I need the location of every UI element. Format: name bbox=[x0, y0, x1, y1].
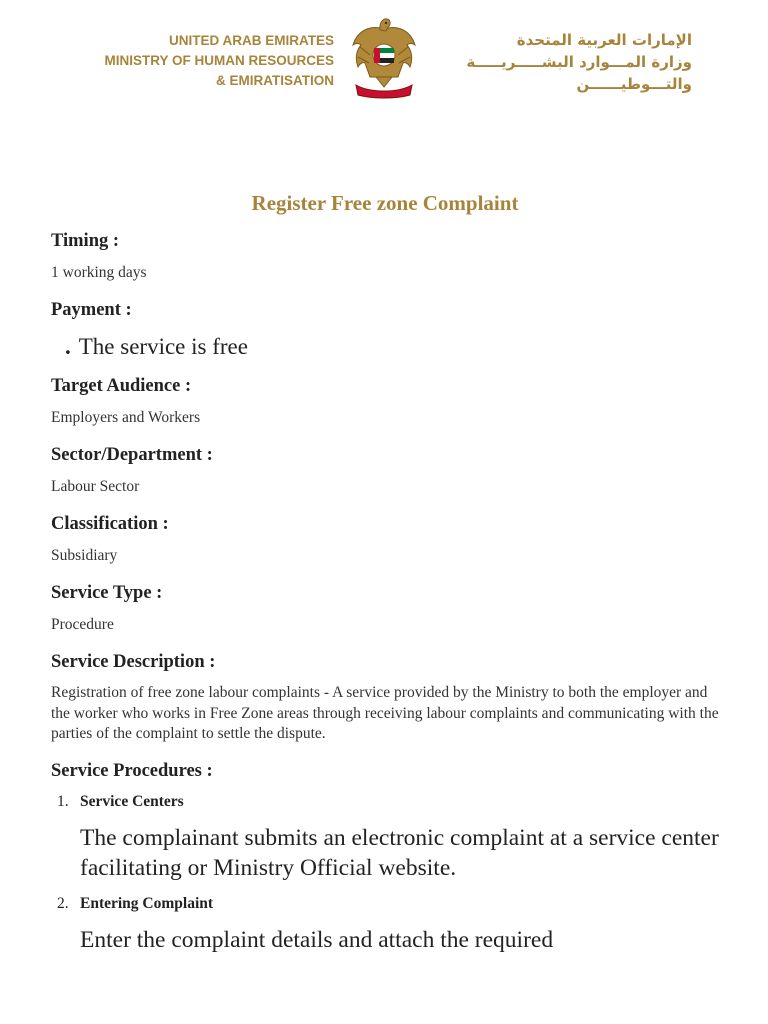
service-type-value: Procedure bbox=[51, 616, 114, 633]
procedure-number: 1. bbox=[57, 792, 69, 810]
procedure-title: Service Centers bbox=[80, 792, 184, 810]
procedure-number: 2. bbox=[57, 894, 69, 912]
procedure-title: Entering Complaint bbox=[80, 894, 214, 912]
classification-value: Subsidiary bbox=[51, 547, 118, 564]
ministry-name-arabic bbox=[432, 29, 692, 95]
service-details bbox=[51, 229, 721, 955]
payment-label: Payment : bbox=[51, 300, 132, 320]
service-type-label: Service Type : bbox=[51, 583, 163, 603]
ministry-name-english bbox=[14, 31, 334, 91]
payment-value: The service is free bbox=[78, 334, 248, 359]
header-line-3: & EMIRATISATION bbox=[216, 73, 334, 88]
uae-emblem-icon bbox=[350, 15, 418, 99]
service-procedures-label: Service Procedures : bbox=[51, 760, 213, 781]
sector-label: Sector/Department : bbox=[51, 445, 213, 465]
procedure-item bbox=[57, 895, 721, 913]
header-ar-line-2: وزارة المـــوارد البشـــــريـــــة bbox=[466, 53, 692, 71]
procedure-text: Enter the complaint details and attach the required bbox=[80, 926, 554, 953]
target-audience-label: Target Audience : bbox=[51, 376, 192, 396]
service-description-value: Registration of free zone labour complaints - A service provided by the Ministry to both the employer and the worker who works in Free Zone areas through receiving labour complaints and communicating with the parties of the complaint to settle the dispute. bbox=[51, 684, 719, 742]
page-title: Register Free zone Complaint bbox=[251, 191, 519, 215]
procedure-text: The complainant submits an electronic complaint at a service center facilitating or Ministry Official website. bbox=[80, 824, 719, 881]
bullet-icon: . bbox=[65, 334, 71, 359]
target-audience-value: Employers and Workers bbox=[51, 409, 201, 426]
classification-label: Classification : bbox=[51, 514, 169, 534]
header-line-2: MINISTRY OF HUMAN RESOURCES bbox=[104, 53, 334, 68]
sector-value: Labour Sector bbox=[51, 478, 140, 495]
service-description-label: Service Description : bbox=[51, 652, 216, 672]
timing-label: Timing : bbox=[51, 231, 120, 251]
payment-value-line bbox=[65, 332, 721, 362]
header-ar-line-3: والتـــوطيــــــن bbox=[576, 75, 692, 93]
header-ar-line-1: الإمارات العربية المتحدة bbox=[516, 31, 692, 49]
timing-value: 1 working days bbox=[51, 264, 147, 281]
procedure-item bbox=[57, 793, 721, 811]
header-line-1: UNITED ARAB EMIRATES bbox=[169, 33, 334, 48]
